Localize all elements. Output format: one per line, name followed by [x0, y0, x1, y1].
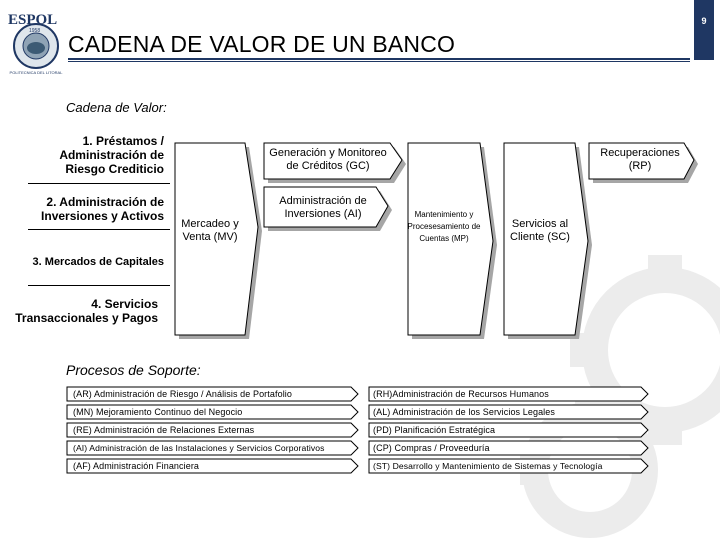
value-chain-title: Cadena de Valor:: [66, 100, 167, 115]
support-item-af: (AF) Administración Financiera: [73, 461, 200, 471]
left-label-prestamos: 1. Préstamos / Administración de Riesgo Crediticio: [59, 134, 164, 176]
logo-subtitle: POLITECNICA DEL LITORAL: [9, 70, 63, 75]
page-number: 9: [694, 0, 714, 60]
support-processes-title: Procesos de Soporte:: [66, 362, 201, 378]
mv-label: Mercadeo y Venta (MV): [181, 218, 239, 243]
logo-year: 1958: [29, 28, 41, 34]
page-title: CADENA DE VALOR DE UN BANCO: [68, 31, 456, 57]
mp-label: Mantenimiento y Procesesamiento de Cuentas (MP): [407, 210, 481, 243]
support-item-mn: (MN) Mejoramiento Continuo del Negocio: [73, 407, 243, 417]
left-label-inversiones: 2. Administración de Inversiones y Activos: [41, 195, 164, 223]
support-item-re: (RE) Administración de Relaciones Externas: [73, 425, 255, 435]
support-item-ar: (AR) Administración de Riesgo / Análisis de Portafolio: [73, 389, 293, 399]
rp-label: Recuperaciones (RP): [600, 147, 680, 172]
ai-label: Administración de Inversiones (AI): [279, 195, 367, 220]
support-item-al: (AL) Administración de los Servicios Legales: [373, 407, 555, 417]
support-item-rh: (RH)Administración de Recursos Humanos: [373, 389, 549, 399]
support-item-cp: (CP) Compras / Proveeduría: [373, 443, 490, 453]
support-item-pd: (PD) Planificación Estratégica: [373, 425, 496, 435]
left-label-servicios: 4. Servicios Transaccionales y Pagos: [15, 297, 158, 325]
support-item-ai: (AI) Administración de las Instalaciones y Servicios Corporativos: [73, 443, 325, 453]
sc-label: Servicios al Cliente (SC): [510, 218, 570, 243]
gc-label: Generación y Monitoreo de Créditos (GC): [269, 147, 387, 172]
support-item-st: (ST) Desarrollo y Mantenimiento de Sistemas y Tecnología: [373, 461, 603, 471]
logo-text: ESPOL: [8, 12, 58, 28]
left-label-mercados: 3. Mercados de Capitales: [32, 256, 164, 268]
